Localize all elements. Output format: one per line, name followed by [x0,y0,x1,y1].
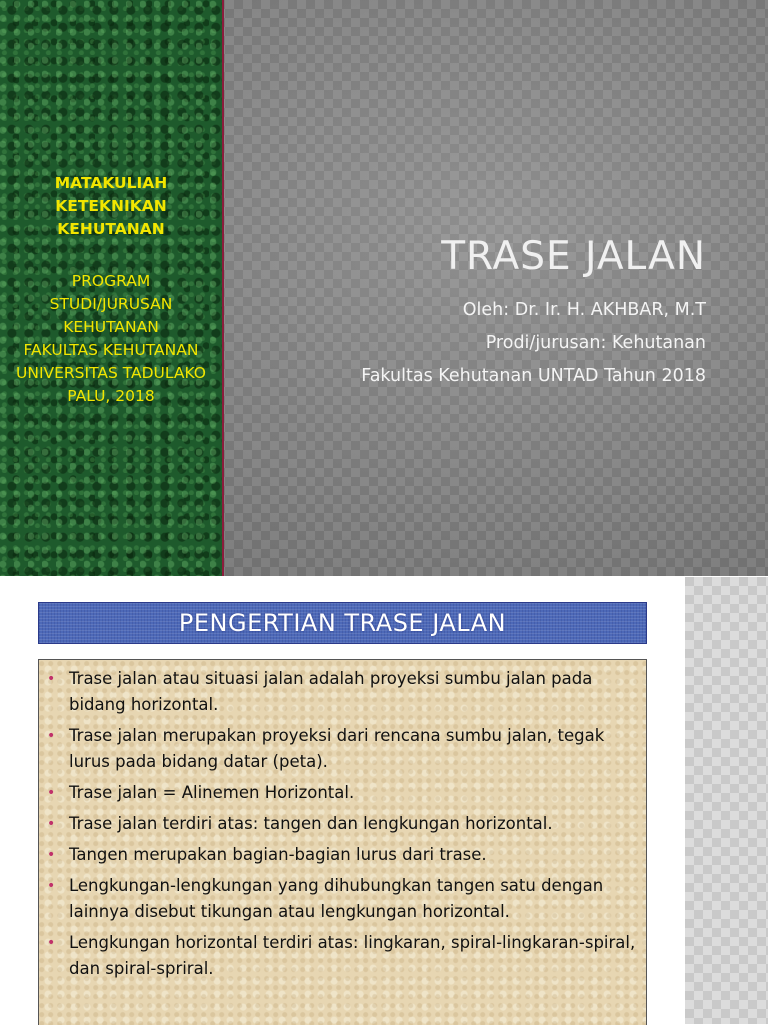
program-info [0,270,222,408]
bullet-text: Lengkungan horizontal terdiri atas: lingkaran, spiral-lingkaran-spiral, dan spiral-spriral. [69,933,636,978]
author-line: Oleh: Dr. Ir. H. AKHBAR, M.T [462,300,706,320]
program-line: PALU, 2018 [67,387,155,405]
section-title: PENGERTIAN TRASE JALAN [38,602,647,644]
list-item [47,780,638,806]
bullet-text: Trase jalan terdiri atas: tangen dan lengkungan horizontal. [69,814,553,833]
course-line: KEHUTANAN [57,220,165,238]
program-line: PROGRAM [71,272,151,290]
list-item [47,811,638,837]
slide-title: TRASE JALAN [441,234,706,279]
course-line: KETEKNIKAN [55,197,167,215]
bullet-icon: • [47,935,56,951]
bullet-icon: • [47,816,56,832]
department-line: Prodi/jurusan: Kehutanan [485,333,706,353]
list-item [47,842,638,868]
program-line: KEHUTANAN [63,318,159,336]
bullet-text: Lengkungan-lengkungan yang dihubungkan tangen satu dengan lainnya disebut tikungan atau lengkungan horizontal. [69,876,604,921]
decorative-strip [685,577,768,1024]
list-item [47,666,638,718]
bullet-text: Trase jalan merupakan proyeksi dari rencana sumbu jalan, tegak lurus pada bidang datar (peta). [69,726,605,771]
content-slide [0,577,685,1024]
bullet-list [39,660,646,982]
course-name [0,172,222,241]
bullet-text: Trase jalan = Alinemen Horizontal. [69,783,355,802]
definition-box [38,659,647,1025]
program-line: UNIVERSITAS TADULAKO [16,364,206,382]
bullet-icon: • [47,728,56,744]
bullet-icon: • [47,878,56,894]
green-side-panel [0,0,224,576]
program-line: FAKULTAS KEHUTANAN [23,341,199,359]
bullet-text: Tangen merupakan bagian-bagian lurus dari trase. [69,845,487,864]
bullet-text: Trase jalan atau situasi jalan adalah proyeksi sumbu jalan pada bidang horizontal. [69,669,593,714]
bullet-icon: • [47,671,56,687]
course-line: MATAKULIAH [54,174,168,192]
faculty-line: Fakultas Kehutanan UNTAD Tahun 2018 [361,366,706,386]
list-item [47,873,638,925]
bullet-icon: • [47,785,56,801]
bullet-icon: • [47,847,56,863]
list-item [47,930,638,982]
list-item [47,723,638,775]
program-line: STUDI/JURUSAN [49,295,173,313]
